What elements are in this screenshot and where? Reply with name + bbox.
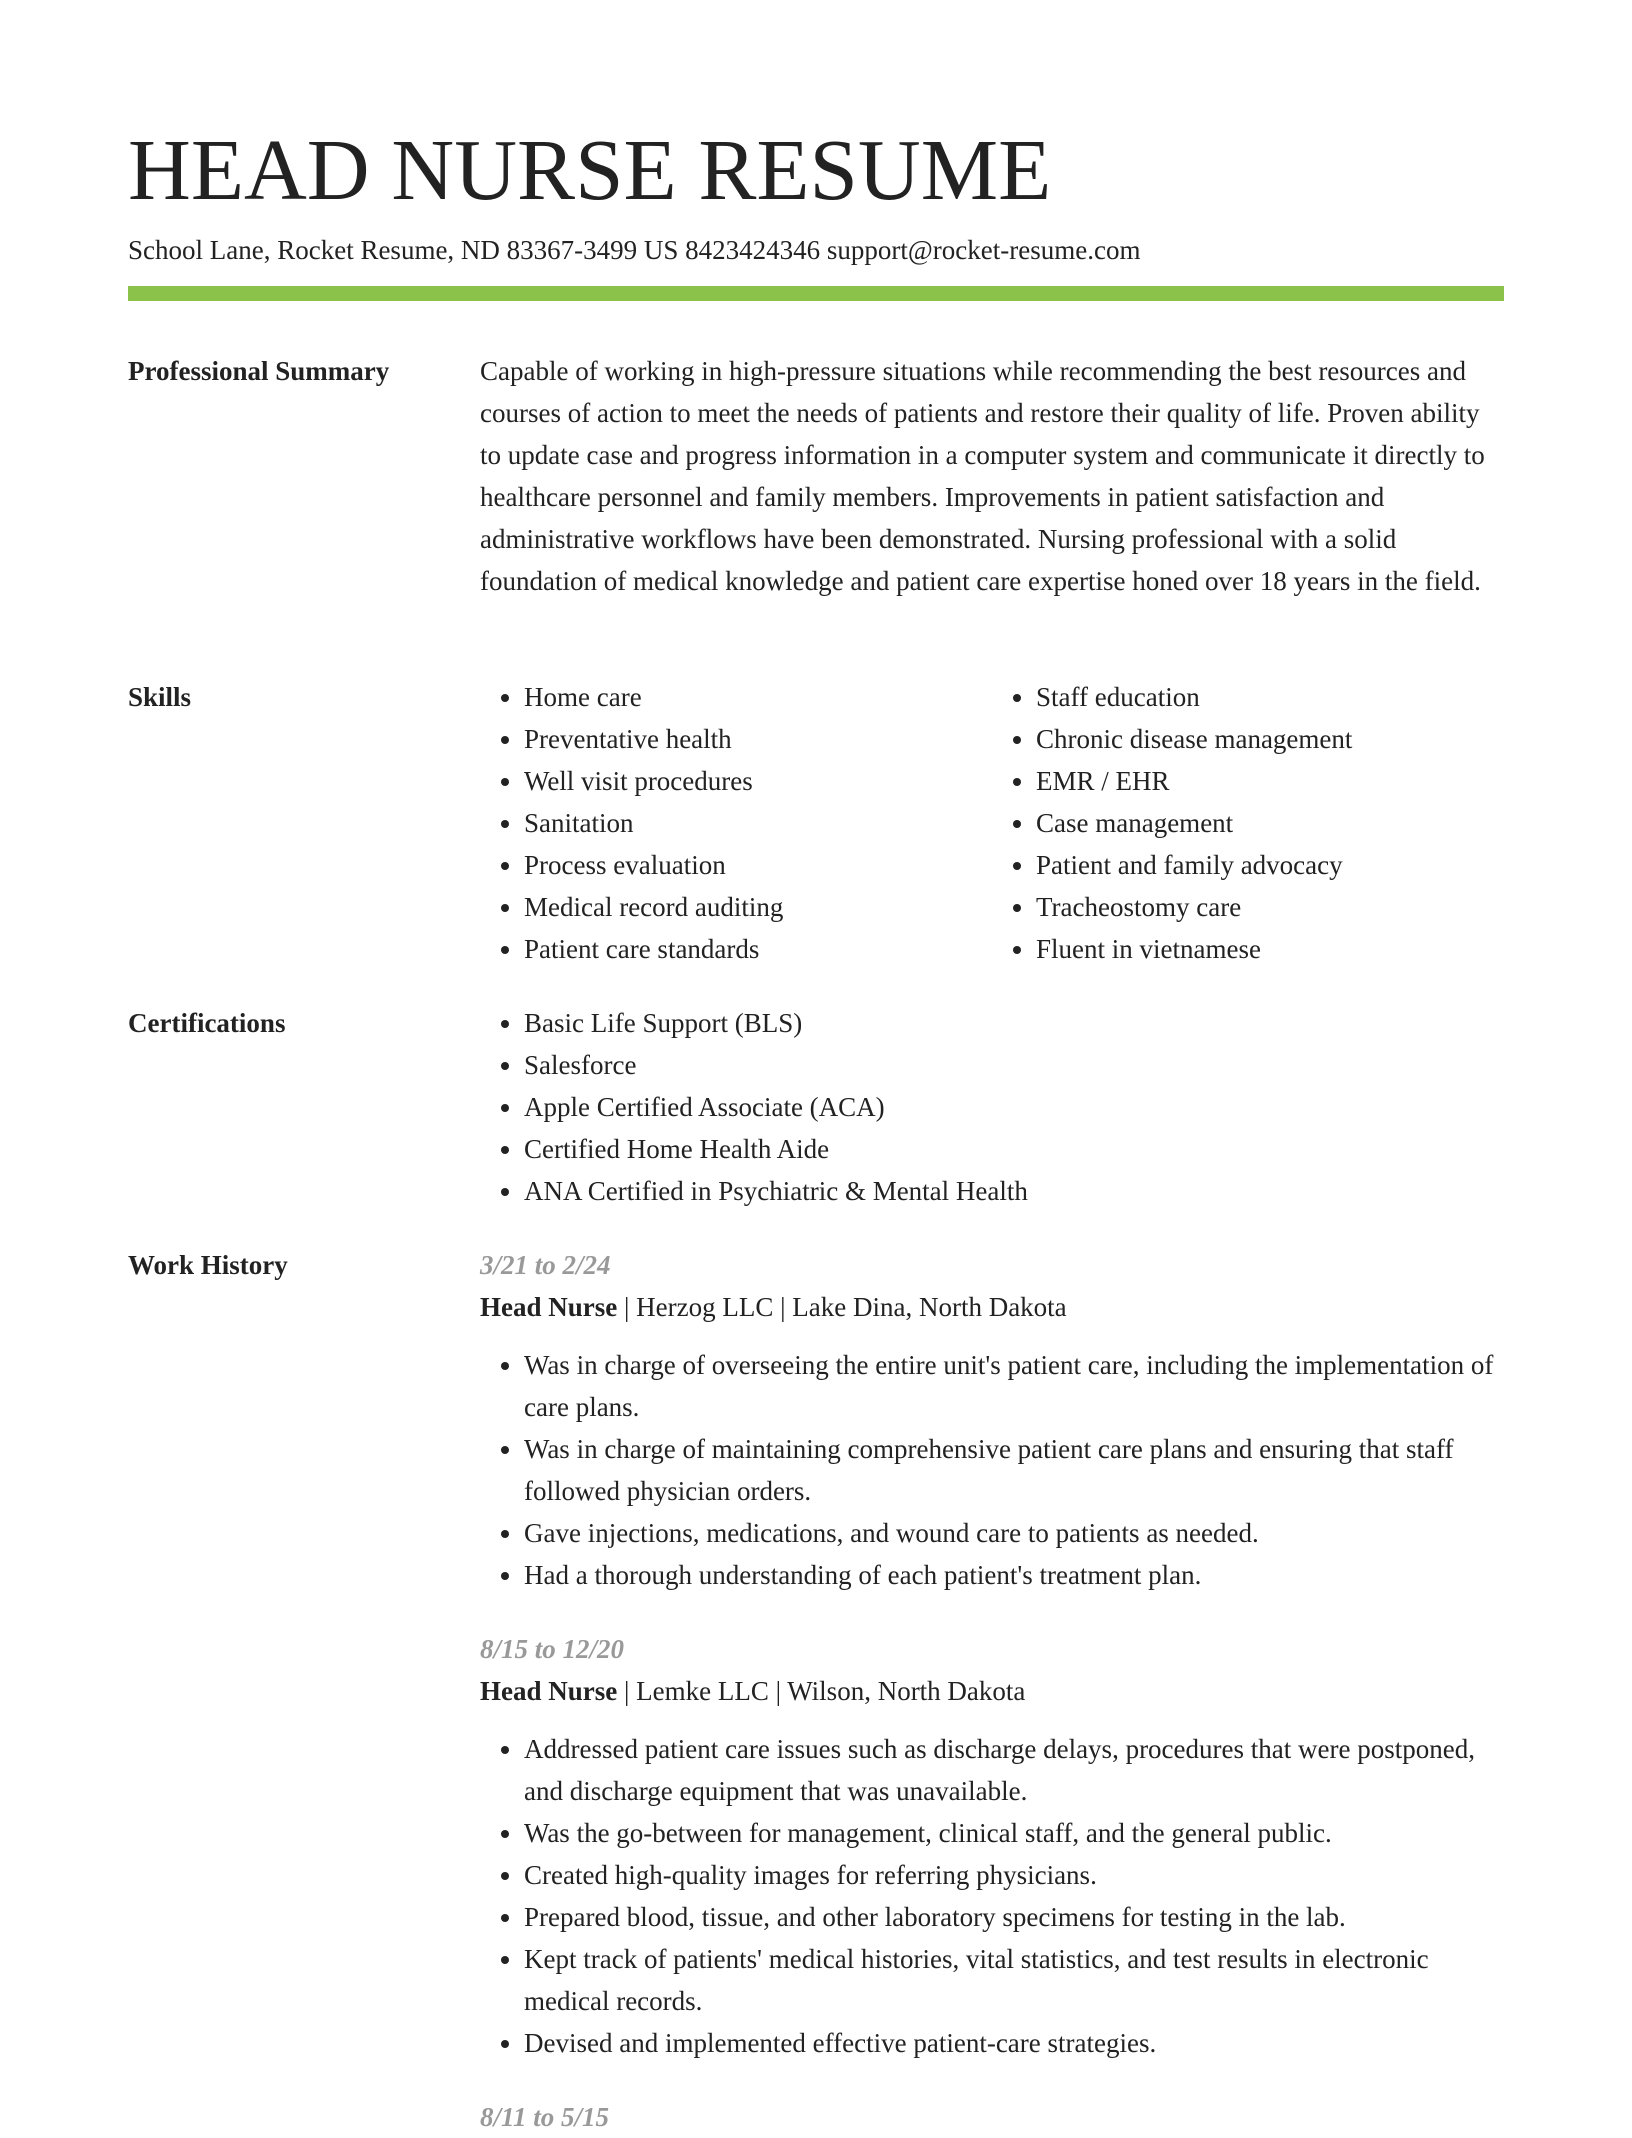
job-title-line <box>480 1670 1504 1712</box>
skill-item: • Chronic disease management <box>1036 718 1504 760</box>
certifications-content <box>480 1002 1504 1212</box>
certification-item: • Basic Life Support (BLS) <box>524 1002 1504 1044</box>
skill-item: • Tracheostomy care <box>1036 886 1504 928</box>
contact-line: School Lane, Rocket Resume, ND 83367-3499 US 8423424346 support@rocket-resume.com <box>128 235 1141 265</box>
certification-item: • ANA Certified in Psychiatric & Mental Health <box>524 1170 1504 1212</box>
job-title-line <box>480 1286 1504 1328</box>
certification-item: • Salesforce <box>524 1044 1504 1086</box>
job-dates: 8/11 to 5/15 <box>480 2102 610 2132</box>
job-role: Head Nurse <box>480 1292 618 1322</box>
job-bullet: • Was in charge of maintaining comprehensive patient care plans and ensuring that staff followed physician orders. <box>524 1428 1504 1512</box>
job-role: Head Nurse <box>480 1676 618 1706</box>
skill-item: • Process evaluation <box>524 844 992 886</box>
job-bullet: • Devised and implemented effective patient-care strategies. <box>524 2022 1504 2064</box>
job-bullet: • Gave injections, medications, and wound care to patients as needed. <box>524 1512 1504 1554</box>
skill-item: • Patient and family advocacy <box>1036 844 1504 886</box>
job-bullet: • Was in charge of overseeing the entire unit's patient care, including the implementation of care plans. <box>524 1344 1504 1428</box>
summary-text: Capable of working in high-pressure situations while recommending the best resources and courses of action to meet the needs of patients and restore their quality of life. Proven ability to update case and progress information in a computer system and communicate it directly to healthcare personnel and family members. Improvements in patient satisfaction and administrative workflows have been demonstrated. Nursing professional with a solid foundation of medical knowledge and patient care expertise honed over 18 years in the field. <box>480 356 1485 596</box>
skill-item: • Home care <box>524 676 992 718</box>
summary-label: Professional Summary <box>128 356 390 386</box>
job-entry <box>480 2096 1504 2138</box>
skill-item: • Case management <box>1036 802 1504 844</box>
certifications-label: Certifications <box>128 1008 286 1038</box>
job-details: | Lemke LLC | Wilson, North Dakota <box>617 1676 1026 1706</box>
skills-list-left <box>480 676 992 970</box>
skills-content <box>480 676 1504 970</box>
job-dates: 8/15 to 12/20 <box>480 1634 625 1664</box>
header-divider <box>128 286 1504 301</box>
resume-title: HEAD NURSE RESUME <box>128 121 1052 218</box>
summary-content <box>480 350 1504 602</box>
job-bullets <box>480 1344 1504 1596</box>
skill-item: • Sanitation <box>524 802 992 844</box>
job-dates: 3/21 to 2/24 <box>480 1250 611 1280</box>
job-bullet: • Kept track of patients' medical histories, vital statistics, and test results in electronic medical records. <box>524 1938 1504 2022</box>
job-entry <box>480 1244 1504 1596</box>
skills-label: Skills <box>128 682 192 712</box>
job-bullet: • Was the go-between for management, clinical staff, and the general public. <box>524 1812 1504 1854</box>
job-details: | Herzog LLC | Lake Dina, North Dakota <box>617 1292 1067 1322</box>
certification-item: • Apple Certified Associate (ACA) <box>524 1086 1504 1128</box>
certification-item: • Certified Home Health Aide <box>524 1128 1504 1170</box>
skill-item: • Preventative health <box>524 718 992 760</box>
skill-item: • Well visit procedures <box>524 760 992 802</box>
job-bullet: • Addressed patient care issues such as discharge delays, procedures that were postponed, and discharge equipment that was unavailable. <box>524 1728 1504 1812</box>
work-label: Work History <box>128 1250 288 1280</box>
job-bullet: • Created high-quality images for referring physicians. <box>524 1854 1504 1896</box>
certifications-list <box>480 1002 1504 1212</box>
job-entry <box>480 1628 1504 2064</box>
skill-item: • Patient care standards <box>524 928 992 970</box>
skill-item: • Staff education <box>1036 676 1504 718</box>
job-bullets <box>480 1728 1504 2064</box>
job-bullet: • Had a thorough understanding of each patient's treatment plan. <box>524 1554 1504 1596</box>
work-content <box>480 1244 1504 2138</box>
skill-item: • Fluent in vietnamese <box>1036 928 1504 970</box>
job-bullet: • Prepared blood, tissue, and other laboratory specimens for testing in the lab. <box>524 1896 1504 1938</box>
skill-item: • Medical record auditing <box>524 886 992 928</box>
skill-item: • EMR / EHR <box>1036 760 1504 802</box>
skills-list-right <box>992 676 1504 970</box>
